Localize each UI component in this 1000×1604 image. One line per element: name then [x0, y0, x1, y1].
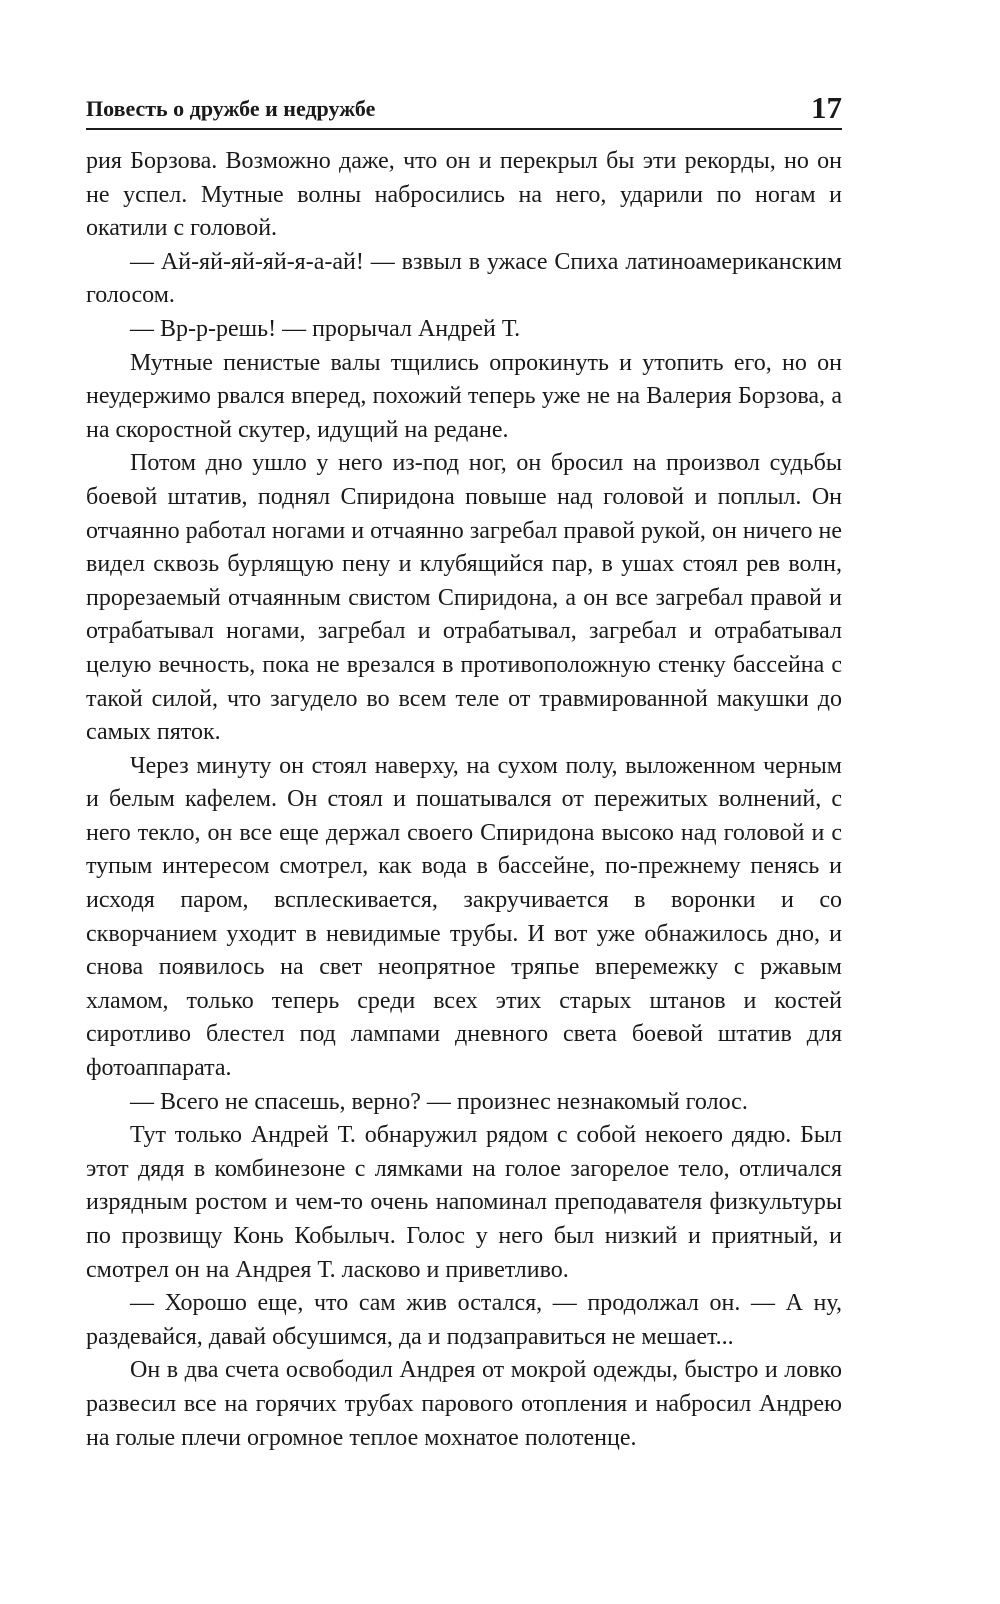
paragraph: Тут только Андрей Т. обнаружил рядом с собой некоего дядю. Был этот дядя в комбинезоне с лямками на голое загорелое тело, отличался изрядным ростом и чем-то очень напоминал преподавателя физкультуры по прозвищу Конь Кобылыч. Голос у него был низкий и приятный, и смотрел он на Андрея Т. ласково и приветливо.: [86, 1122, 842, 1283]
paragraph: Через минуту он стоял наверху, на сухом полу, выложенном черным и белым кафелем. Он стоял и пошатывался от пережитых волнений, с него текло, он все еще держал своего Спиридона высоко над головой и с тупым интересом смотрел, как вода в бассейне, по-прежнему пенясь и исходя паром, всплескивается, закручивается в воронки и со скворчанием уходит в невидимые трубы. И вот уже обнажилось дно, и снова появилось на свет неопрятное тряпье вперемежку с ржавым хламом, только теперь среди всех этих старых штанов и костей сиротливо блестел под лампами дневного света боевой штатив для фотоаппарата.: [86, 752, 842, 1082]
book-page: [86, 86, 842, 1455]
paragraph: — Всего не спасешь, верно? — произнес незнакомый голос.: [130, 1088, 748, 1115]
paragraph: Мутные пенистые валы тщились опрокинуть и утопить его, но он неудержимо рвался вперед, похожий теперь уже не на Валерия Борзова, а на скоростной скутер, идущий на редане.: [86, 349, 842, 443]
paragraph: — Ай-яй-яй-яй-я-а-ай! — взвыл в ужасе Спиха латиноамериканским голосом.: [86, 248, 842, 309]
paragraph: Он в два счета освободил Андрея от мокрой одежды, быстро и ловко развесил все на горячих трубах парового отопления и набросил Андрею на голые плечи огромное теплое мохнатое полотенце.: [86, 1357, 842, 1451]
running-title: Повесть о дружбе и недружбе: [86, 96, 376, 121]
paragraph: Потом дно ушло у него из-под ног, он бросил на произвол судьбы боевой штатив, поднял Спиридона повыше над головой и поплыл. Он отчаянно работал ногами и отчаянно загребал правой рукой, он ничего не видел сквозь бурлящую пену и клубящийся пар, в ушах стоял рев волн, прорезаемый отчаянным свистом Спиридона, а он все загребал правой и отрабатывал ногами, загребал и отрабатывал, загребал и отрабатывал целую вечность, пока не врезался в противоположную стенку бассейна с такой силой, что загудело во всем теле от травмированной макушки до самых пяток.: [86, 450, 842, 746]
page-number: 17: [811, 90, 842, 125]
body-text: [86, 145, 842, 1455]
running-header: [86, 86, 842, 130]
paragraph: — Вр-р-решь! — прорычал Андрей Т.: [130, 315, 521, 342]
paragraph: рия Борзова. Возможно даже, что он и перекрыл бы эти рекорды, но он не успел. Мутные волны набросились на него, ударили по ногам и окатили с головой.: [86, 148, 842, 242]
paragraph: — Хорошо еще, что сам жив остался, — продолжал он. — А ну, раздевайся, давай обсушимся, да и подзаправиться не мешает...: [86, 1290, 842, 1350]
